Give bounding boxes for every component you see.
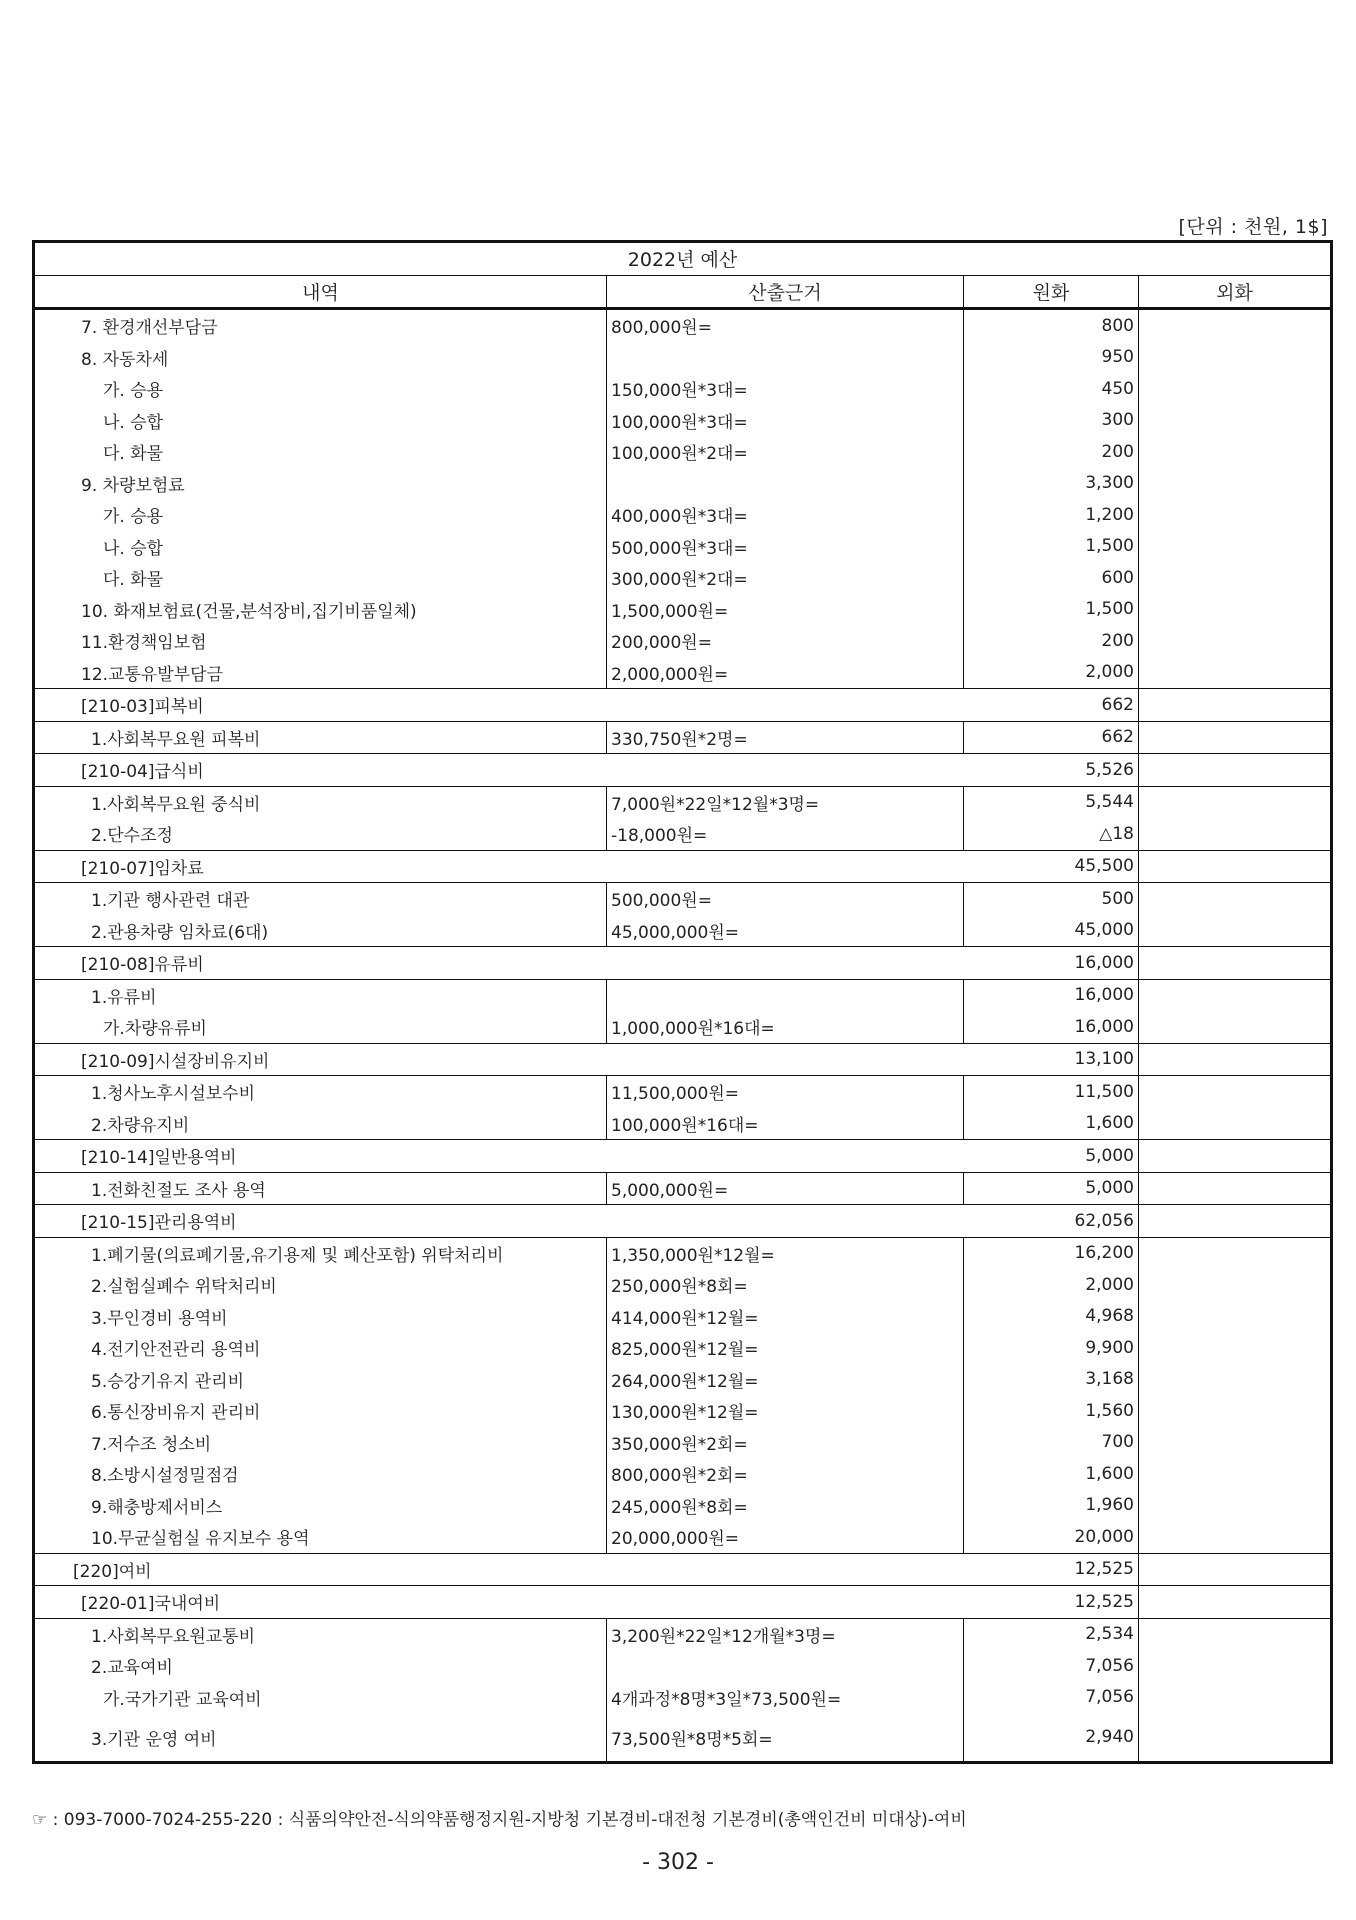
row-name: 8.소방시설정밀점검 xyxy=(34,1458,607,1490)
row-won: 1,200 xyxy=(964,499,1139,531)
row-name: 4.전기안전관리 용역비 xyxy=(34,1332,607,1364)
row-basis: 200,000원= xyxy=(607,625,964,657)
row-won: 1,500 xyxy=(964,531,1139,563)
row-basis xyxy=(607,979,964,1011)
table-row xyxy=(34,1458,1332,1490)
table-row xyxy=(34,1301,1332,1333)
section-name: [210-14]일반용역비 xyxy=(34,1140,964,1173)
row-won: 16,000 xyxy=(964,979,1139,1011)
row-fx xyxy=(1139,1713,1332,1763)
row-fx xyxy=(1139,1269,1332,1301)
row-basis: 100,000원*16대= xyxy=(607,1108,964,1140)
row-basis: 300,000원*2대= xyxy=(607,562,964,594)
table-row xyxy=(34,818,1332,850)
table-row xyxy=(34,531,1332,563)
section-won: 45,500 xyxy=(964,850,1139,883)
table-row xyxy=(34,468,1332,500)
row-won: 7,056 xyxy=(964,1682,1139,1714)
unit-label: [단위 : 천원, 1$] xyxy=(1178,216,1328,238)
row-fx xyxy=(1139,405,1332,437)
row-won: 16,200 xyxy=(964,1237,1139,1269)
row-fx xyxy=(1139,1364,1332,1396)
row-basis: 100,000원*3대= xyxy=(607,405,964,437)
row-basis: -18,000원= xyxy=(607,818,964,850)
section-name: [210-03]피복비 xyxy=(34,689,964,722)
row-won: 4,968 xyxy=(964,1301,1139,1333)
table-row xyxy=(34,309,1332,342)
section-won: 5,000 xyxy=(964,1140,1139,1173)
row-basis: 20,000,000원= xyxy=(607,1521,964,1553)
section-won: 62,056 xyxy=(964,1205,1139,1238)
row-won: 1,600 xyxy=(964,1108,1139,1140)
row-won: 1,500 xyxy=(964,594,1139,626)
row-name: 가.차량유류비 xyxy=(34,1011,607,1043)
section-row xyxy=(34,850,1332,883)
row-name: 1.유류비 xyxy=(34,979,607,1011)
table-row xyxy=(34,342,1332,374)
row-basis xyxy=(607,342,964,374)
row-fx xyxy=(1139,1521,1332,1553)
row-basis: 45,000,000원= xyxy=(607,915,964,947)
row-name: 1.기관 행사관련 대관 xyxy=(34,883,607,915)
row-won: 662 xyxy=(964,721,1139,754)
section-name: [210-08]유류비 xyxy=(34,947,964,980)
row-fx xyxy=(1139,1108,1332,1140)
table-row xyxy=(34,979,1332,1011)
row-fx xyxy=(1139,1043,1332,1076)
section-won: 13,100 xyxy=(964,1043,1139,1076)
row-basis: 500,000원= xyxy=(607,883,964,915)
table-row xyxy=(34,1332,1332,1364)
row-won: 950 xyxy=(964,342,1139,374)
row-won: 45,000 xyxy=(964,915,1139,947)
row-basis xyxy=(607,468,964,500)
section-row xyxy=(34,1140,1332,1173)
row-name: 7. 환경개선부담금 xyxy=(34,309,607,342)
row-name: 3.기관 운영 여비 xyxy=(34,1713,607,1763)
row-fx xyxy=(1139,818,1332,850)
row-name: 1.사회복무요원교통비 xyxy=(34,1618,607,1650)
row-won: △18 xyxy=(964,818,1139,850)
table-row xyxy=(34,1364,1332,1396)
row-name: 1.전화친절도 조사 용역 xyxy=(34,1172,607,1205)
row-won: 11,500 xyxy=(964,1076,1139,1108)
row-fx xyxy=(1139,309,1332,342)
row-won: 2,940 xyxy=(964,1713,1139,1763)
section-row xyxy=(34,1205,1332,1238)
section-won: 16,000 xyxy=(964,947,1139,980)
row-won: 3,168 xyxy=(964,1364,1139,1396)
row-won: 300 xyxy=(964,405,1139,437)
table-row xyxy=(34,499,1332,531)
section-name: [210-04]급식비 xyxy=(34,754,964,787)
row-won: 600 xyxy=(964,562,1139,594)
row-fx xyxy=(1139,689,1332,722)
section-name: [210-15]관리용역비 xyxy=(34,1205,964,1238)
row-name: 2.실험실폐수 위탁처리비 xyxy=(34,1269,607,1301)
row-won: 800 xyxy=(964,309,1139,342)
row-basis: 100,000원*2대= xyxy=(607,436,964,468)
header-basis: 산출근거 xyxy=(607,275,964,309)
row-basis: 1,000,000원*16대= xyxy=(607,1011,964,1043)
row-name: 5.승강기유지 관리비 xyxy=(34,1364,607,1396)
row-name: 가.국가기관 교육여비 xyxy=(34,1682,607,1714)
row-name: 1.사회복무요원 중식비 xyxy=(34,786,607,818)
table-row xyxy=(34,1650,1332,1682)
row-name: 가. 승용 xyxy=(34,499,607,531)
row-basis: 11,500,000원= xyxy=(607,1076,964,1108)
table-row xyxy=(34,1076,1332,1108)
row-basis: 3,200원*22일*12개월*3명= xyxy=(607,1618,964,1650)
row-fx xyxy=(1139,786,1332,818)
row-name: 2.관용차량 임차료(6대) xyxy=(34,915,607,947)
row-fx xyxy=(1139,1205,1332,1238)
page-number: - 302 - xyxy=(642,1850,714,1875)
row-basis: 500,000원*3대= xyxy=(607,531,964,563)
section-won: 12,525 xyxy=(964,1553,1139,1586)
row-won: 9,900 xyxy=(964,1332,1139,1364)
row-name: 나. 승합 xyxy=(34,405,607,437)
table-row xyxy=(34,436,1332,468)
row-fx xyxy=(1139,1586,1332,1619)
row-name: 2.교육여비 xyxy=(34,1650,607,1682)
row-name: 6.통신장비유지 관리비 xyxy=(34,1395,607,1427)
row-fx xyxy=(1139,342,1332,374)
header-name: 내역 xyxy=(34,275,607,309)
row-won: 1,960 xyxy=(964,1490,1139,1522)
row-basis: 1,350,000원*12월= xyxy=(607,1237,964,1269)
row-basis xyxy=(607,1650,964,1682)
row-fx xyxy=(1139,1458,1332,1490)
row-name: 10. 화재보험료(건물,분석장비,집기비품일체) xyxy=(34,594,607,626)
budget-table xyxy=(32,240,1333,1764)
row-won: 2,000 xyxy=(964,657,1139,689)
table-row xyxy=(34,1682,1332,1714)
row-fx xyxy=(1139,1172,1332,1205)
section-name: [220-01]국내여비 xyxy=(34,1586,964,1619)
row-fx xyxy=(1139,594,1332,626)
row-won: 16,000 xyxy=(964,1011,1139,1043)
row-name: 2.단수조정 xyxy=(34,818,607,850)
table-row xyxy=(34,883,1332,915)
table-row xyxy=(34,786,1332,818)
table-row xyxy=(34,1108,1332,1140)
row-fx xyxy=(1139,1332,1332,1364)
row-fx xyxy=(1139,883,1332,915)
table-row xyxy=(34,1011,1332,1043)
table-row xyxy=(34,562,1332,594)
row-name: 다. 화물 xyxy=(34,436,607,468)
row-name: 다. 화물 xyxy=(34,562,607,594)
section-won: 662 xyxy=(964,689,1139,722)
row-fx xyxy=(1139,468,1332,500)
row-won: 1,600 xyxy=(964,1458,1139,1490)
table-row xyxy=(34,1618,1332,1650)
row-won: 7,056 xyxy=(964,1650,1139,1682)
row-fx xyxy=(1139,1140,1332,1173)
row-name: 12.교통유발부담금 xyxy=(34,657,607,689)
table-row xyxy=(34,1269,1332,1301)
row-won: 5,000 xyxy=(964,1172,1139,1205)
table-row xyxy=(34,373,1332,405)
row-fx xyxy=(1139,1301,1332,1333)
row-name: 3.무인경비 용역비 xyxy=(34,1301,607,1333)
row-basis: 350,000원*2회= xyxy=(607,1427,964,1459)
row-name: 가. 승용 xyxy=(34,373,607,405)
row-fx xyxy=(1139,499,1332,531)
row-basis: 130,000원*12월= xyxy=(607,1395,964,1427)
row-fx xyxy=(1139,1011,1332,1043)
row-fx xyxy=(1139,1682,1332,1714)
row-basis: 800,000원*2회= xyxy=(607,1458,964,1490)
row-basis: 414,000원*12월= xyxy=(607,1301,964,1333)
row-fx xyxy=(1139,1237,1332,1269)
footer-note: ☞ : 093-7000-7024-255-220 : 식품의약안전-식의약품행정지원-지방청 기본경비-대전청 기본경비(총액인건비 미대상)-여비 xyxy=(32,1810,967,1830)
header-fx: 외화 xyxy=(1139,275,1332,309)
table-row xyxy=(34,1237,1332,1269)
row-fx xyxy=(1139,947,1332,980)
row-fx xyxy=(1139,1395,1332,1427)
section-row xyxy=(34,754,1332,787)
row-won: 20,000 xyxy=(964,1521,1139,1553)
row-basis: 2,000,000원= xyxy=(607,657,964,689)
row-basis: 245,000원*8회= xyxy=(607,1490,964,1522)
row-fx xyxy=(1139,373,1332,405)
section-row xyxy=(34,947,1332,980)
section-row xyxy=(34,1553,1332,1586)
section-row xyxy=(34,1043,1332,1076)
section-name: [220]여비 xyxy=(34,1553,964,1586)
table-row xyxy=(34,721,1332,754)
table-row xyxy=(34,1713,1332,1763)
row-basis: 7,000원*22일*12월*3명= xyxy=(607,786,964,818)
row-fx xyxy=(1139,850,1332,883)
row-basis: 250,000원*8회= xyxy=(607,1269,964,1301)
row-won: 2,534 xyxy=(964,1618,1139,1650)
row-fx xyxy=(1139,1650,1332,1682)
section-row xyxy=(34,689,1332,722)
row-fx xyxy=(1139,1553,1332,1586)
row-basis: 4개과정*8명*3일*73,500원= xyxy=(607,1682,964,1714)
row-fx xyxy=(1139,1490,1332,1522)
row-won: 200 xyxy=(964,625,1139,657)
row-fx xyxy=(1139,915,1332,947)
row-basis: 5,000,000원= xyxy=(607,1172,964,1205)
row-name: 나. 승합 xyxy=(34,531,607,563)
row-basis: 330,750원*2명= xyxy=(607,721,964,754)
section-won: 12,525 xyxy=(964,1586,1139,1619)
row-name: 9. 차량보험료 xyxy=(34,468,607,500)
row-fx xyxy=(1139,625,1332,657)
row-won: 200 xyxy=(964,436,1139,468)
row-basis: 73,500원*8명*5회= xyxy=(607,1713,964,1763)
table-row xyxy=(34,625,1332,657)
row-name: 10.무균실험실 유지보수 용역 xyxy=(34,1521,607,1553)
row-won: 450 xyxy=(964,373,1139,405)
row-name: 1.폐기물(의료폐기물,유기용제 및 폐산포함) 위탁처리비 xyxy=(34,1237,607,1269)
row-name: 1.사회복무요원 피복비 xyxy=(34,721,607,754)
table-row xyxy=(34,1521,1332,1553)
row-fx xyxy=(1139,531,1332,563)
section-name: [210-07]임차료 xyxy=(34,850,964,883)
row-name: 11.환경책임보험 xyxy=(34,625,607,657)
table-row xyxy=(34,1172,1332,1205)
row-fx xyxy=(1139,1076,1332,1108)
table-title: 2022년 예산 xyxy=(34,242,1332,276)
row-basis: 800,000원= xyxy=(607,309,964,342)
table-row xyxy=(34,405,1332,437)
row-fx xyxy=(1139,657,1332,689)
row-basis: 400,000원*3대= xyxy=(607,499,964,531)
row-won: 700 xyxy=(964,1427,1139,1459)
section-name: [210-09]시설장비유지비 xyxy=(34,1043,964,1076)
section-row xyxy=(34,1586,1332,1619)
row-name: 9.해충방제서비스 xyxy=(34,1490,607,1522)
row-name: 1.청사노후시설보수비 xyxy=(34,1076,607,1108)
row-fx xyxy=(1139,436,1332,468)
header-won: 원화 xyxy=(964,275,1139,309)
row-name: 7.저수조 청소비 xyxy=(34,1427,607,1459)
table-row xyxy=(34,1395,1332,1427)
section-won: 5,526 xyxy=(964,754,1139,787)
row-basis: 825,000원*12월= xyxy=(607,1332,964,1364)
row-basis: 1,500,000원= xyxy=(607,594,964,626)
row-fx xyxy=(1139,754,1332,787)
row-name: 8. 자동차세 xyxy=(34,342,607,374)
table-row xyxy=(34,657,1332,689)
row-won: 1,560 xyxy=(964,1395,1139,1427)
row-won: 500 xyxy=(964,883,1139,915)
row-won: 3,300 xyxy=(964,468,1139,500)
table-row xyxy=(34,1427,1332,1459)
row-fx xyxy=(1139,979,1332,1011)
row-won: 2,000 xyxy=(964,1269,1139,1301)
row-fx xyxy=(1139,562,1332,594)
table-row xyxy=(34,594,1332,626)
table-row xyxy=(34,1490,1332,1522)
table-row xyxy=(34,915,1332,947)
row-fx xyxy=(1139,1427,1332,1459)
row-name: 2.차량유지비 xyxy=(34,1108,607,1140)
row-fx xyxy=(1139,1618,1332,1650)
row-basis: 264,000원*12월= xyxy=(607,1364,964,1396)
row-won: 5,544 xyxy=(964,786,1139,818)
row-fx xyxy=(1139,721,1332,754)
row-basis: 150,000원*3대= xyxy=(607,373,964,405)
